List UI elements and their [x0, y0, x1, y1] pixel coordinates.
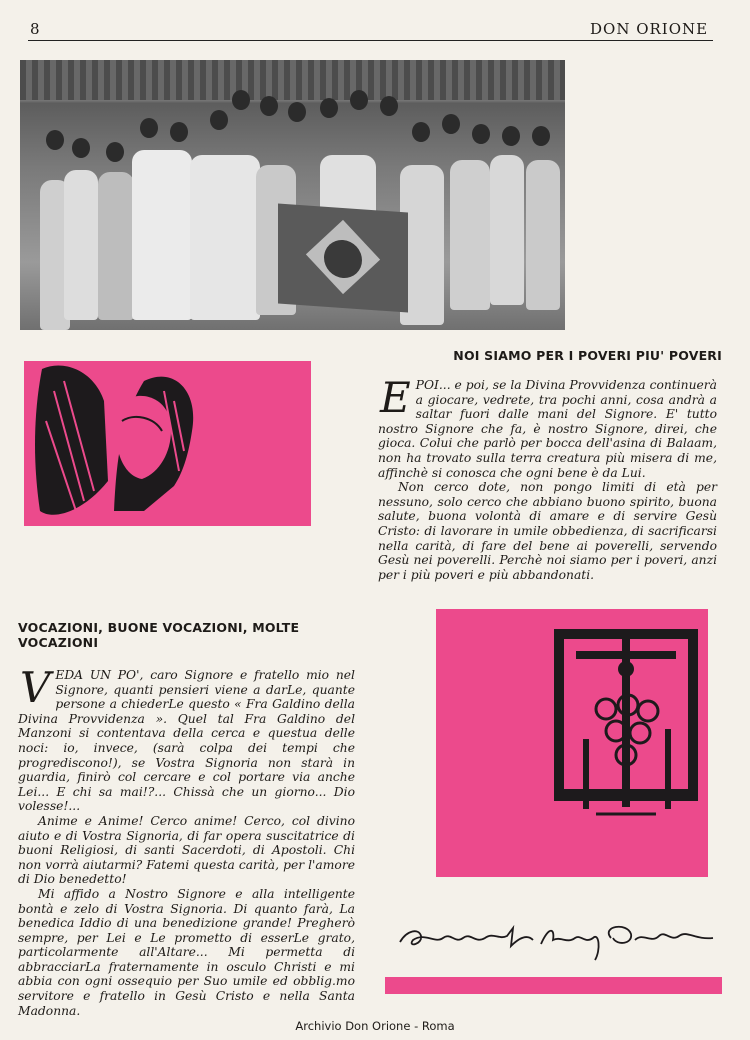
paragraph-1-text: POI... e poi, se la Divina Provvidenza continuerà a giocare, vedrete, tra pochi anni, cosa andrà a saltar fuori dalle mani del Signore. E' tutto nostro Signore che fa, è nostro Signore, direi, che gioca. Colui che parlò per bocca dell'asina di Balaam, non ha trovato sulla terra creatura più misera di me, affinchè si conosca che ogni bene è da Lui.	[378, 378, 717, 480]
dropcap-v: V	[20, 663, 51, 712]
archive-footer: Archivio Don Orione - Roma	[295, 1019, 455, 1033]
crucifix-illustration	[436, 609, 708, 877]
page-number: 8	[30, 20, 40, 38]
running-title: DON ORIONE	[590, 20, 709, 38]
section-heading-poveri: NOI SIAMO PER I POVERI PIU' POVERI	[453, 348, 722, 363]
paragraph-1	[18, 663, 355, 814]
paragraph-1	[378, 373, 717, 480]
section-vocazioni-text	[18, 663, 355, 1018]
crucifix-drawing	[436, 609, 708, 877]
flag	[278, 203, 408, 312]
angel-illustration	[24, 361, 311, 526]
paragraph-2: Non cerco dote, non pongo limiti di età per nessuno, solo cerco che abbiano buono spirito, buona salute, buona volontà di amare e di servire Gesù Cristo: di lavorare in umile obbedienza, di sacrificarsi nella carità, di fare del bene ai poverelli, servendo Gesù nei poverelli. Perchè noi siamo per i poveri, anzi per i più poveri e più abbandonati.	[378, 480, 717, 582]
section-heading-vocazioni: VOCAZIONI, BUONE VOCAZIONI, MOLTE VOCAZIONI	[18, 620, 300, 650]
dropcap-e: E	[380, 373, 411, 422]
section-poveri-text	[378, 373, 717, 582]
angel-drawing	[24, 361, 311, 526]
paragraph-3: Mi affido a Nostro Signore e alla intelligente bontà e zelo di Vostra Signoria. Di quanto farà, La benedica Iddio di una benedizione grande! Pregherò sempre, per Lei e Le prometto di esserLe grato, particolarmente all'Altare... Mi permetta di abbracciarLa fraternamente in osculo Christi e mi abbia con ogni ossequio per Suo umile ed obblig.mo servitore e fratello in Gesù Cristo e nella Santa Madonna.	[18, 886, 355, 1018]
header-rule	[28, 40, 713, 41]
building-roof	[20, 60, 565, 100]
paragraph-1-text: EDA UN PO', caro Signore e fratello mio nel Signore, quanti pensieri viene a darLe, quante persone a chiederLe questo « Fra Galdino della Divina Provvidenza ». Quel tal Fra Galdino del Manzoni si contentava della cerca e questua delle noci: io, invece, (sarà colpa dei tempi che progrediscono!), se Vostra Signoria non starà in guardia, finirò col cercare e col portare via anche Lei... E chi sa mai!?... Chissà che un giorno... Dio volesse!...	[18, 668, 355, 814]
decorative-pink-bar	[385, 977, 722, 994]
group-photo	[20, 60, 565, 330]
signature	[395, 910, 720, 965]
paragraph-2: Anime e Anime! Cerco anime! Cerco, col divino aiuto e di Vostra Signoria, di far opera suscitatrice di buoni Religiosi, di santi Sacerdoti, di Apostoli. Chi non vorrà aiutarmi? Fatemi questa carità, per l'amore di Dio benedetto!	[18, 813, 355, 887]
